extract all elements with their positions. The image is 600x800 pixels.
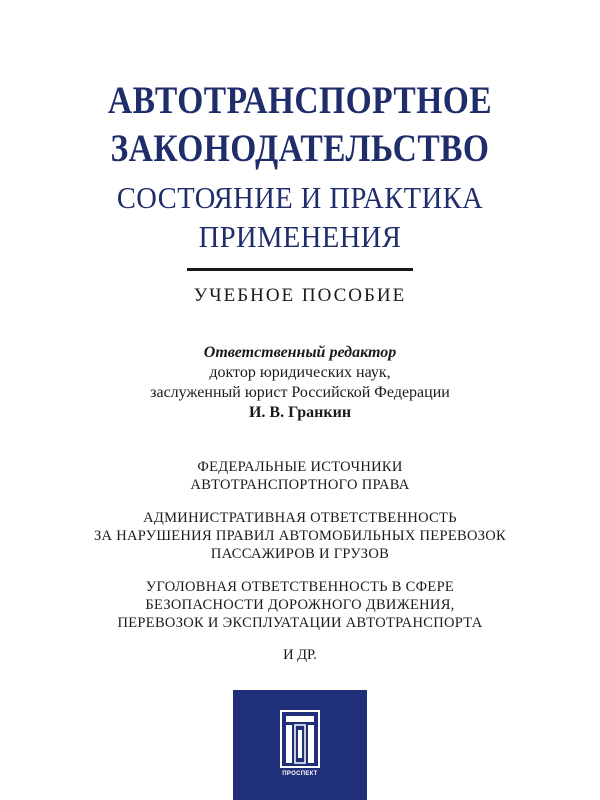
topic-line: ПАССАЖИРОВ И ГРУЗОВ <box>210 546 390 562</box>
topic-item <box>0 458 600 494</box>
publisher-name: ПРОСПЕКТ <box>282 771 318 777</box>
topic-line: АВТОТРАНСПОРТНОГО ПРАВА <box>190 477 410 493</box>
title-divider <box>187 268 413 271</box>
publisher-logo-icon <box>280 710 320 768</box>
editor-honor: заслуженный юрист Российской Федерации <box>150 384 450 401</box>
editor-role: Ответственный редактор <box>203 344 397 361</box>
topic-item <box>0 509 600 563</box>
topic-line: УГОЛОВНАЯ ОТВЕТСТВЕННОСТЬ В СФЕРЕ <box>145 579 455 595</box>
topic-line: ЗА НАРУШЕНИЯ ПРАВИЛ АВТОМОБИЛЬНЫХ ПЕРЕВОЗОК <box>93 528 507 544</box>
topic-line: ПЕРЕВОЗОК И ЭКСПЛУАТАЦИИ АВТОТРАНСПОРТА <box>117 615 483 631</box>
editor-degree: доктор юридических наук, <box>209 364 391 381</box>
topic-line: ФЕДЕРАЛЬНЫЕ ИСТОЧНИКИ <box>197 459 403 475</box>
subtitle-line-1: СОСТОЯНИЕ И ПРАКТИКА <box>116 180 484 215</box>
editor-name: И. В. Гранкин <box>248 404 352 421</box>
etc-note: И ДР. <box>283 647 317 663</box>
topics-list <box>0 458 600 647</box>
title-line-1: АВТОТРАНСПОРТНОЕ <box>107 79 493 122</box>
editor-block <box>0 343 600 423</box>
topic-item <box>0 578 600 632</box>
topic-line: АДМИНИСТРАТИВНАЯ ОТВЕТСТВЕННОСТЬ <box>143 510 457 526</box>
topic-line: БЕЗОПАСНОСТИ ДОРОЖНОГО ДВИЖЕНИЯ, <box>145 597 455 613</box>
publisher-logo <box>233 690 367 800</box>
subtitle-line-2: ПРИМЕНЕНИЯ <box>198 219 402 254</box>
book-type: УЧЕБНОЕ ПОСОБИЕ <box>193 285 407 306</box>
title-line-2: ЗАКОНОДАТЕЛЬСТВО <box>110 127 490 170</box>
